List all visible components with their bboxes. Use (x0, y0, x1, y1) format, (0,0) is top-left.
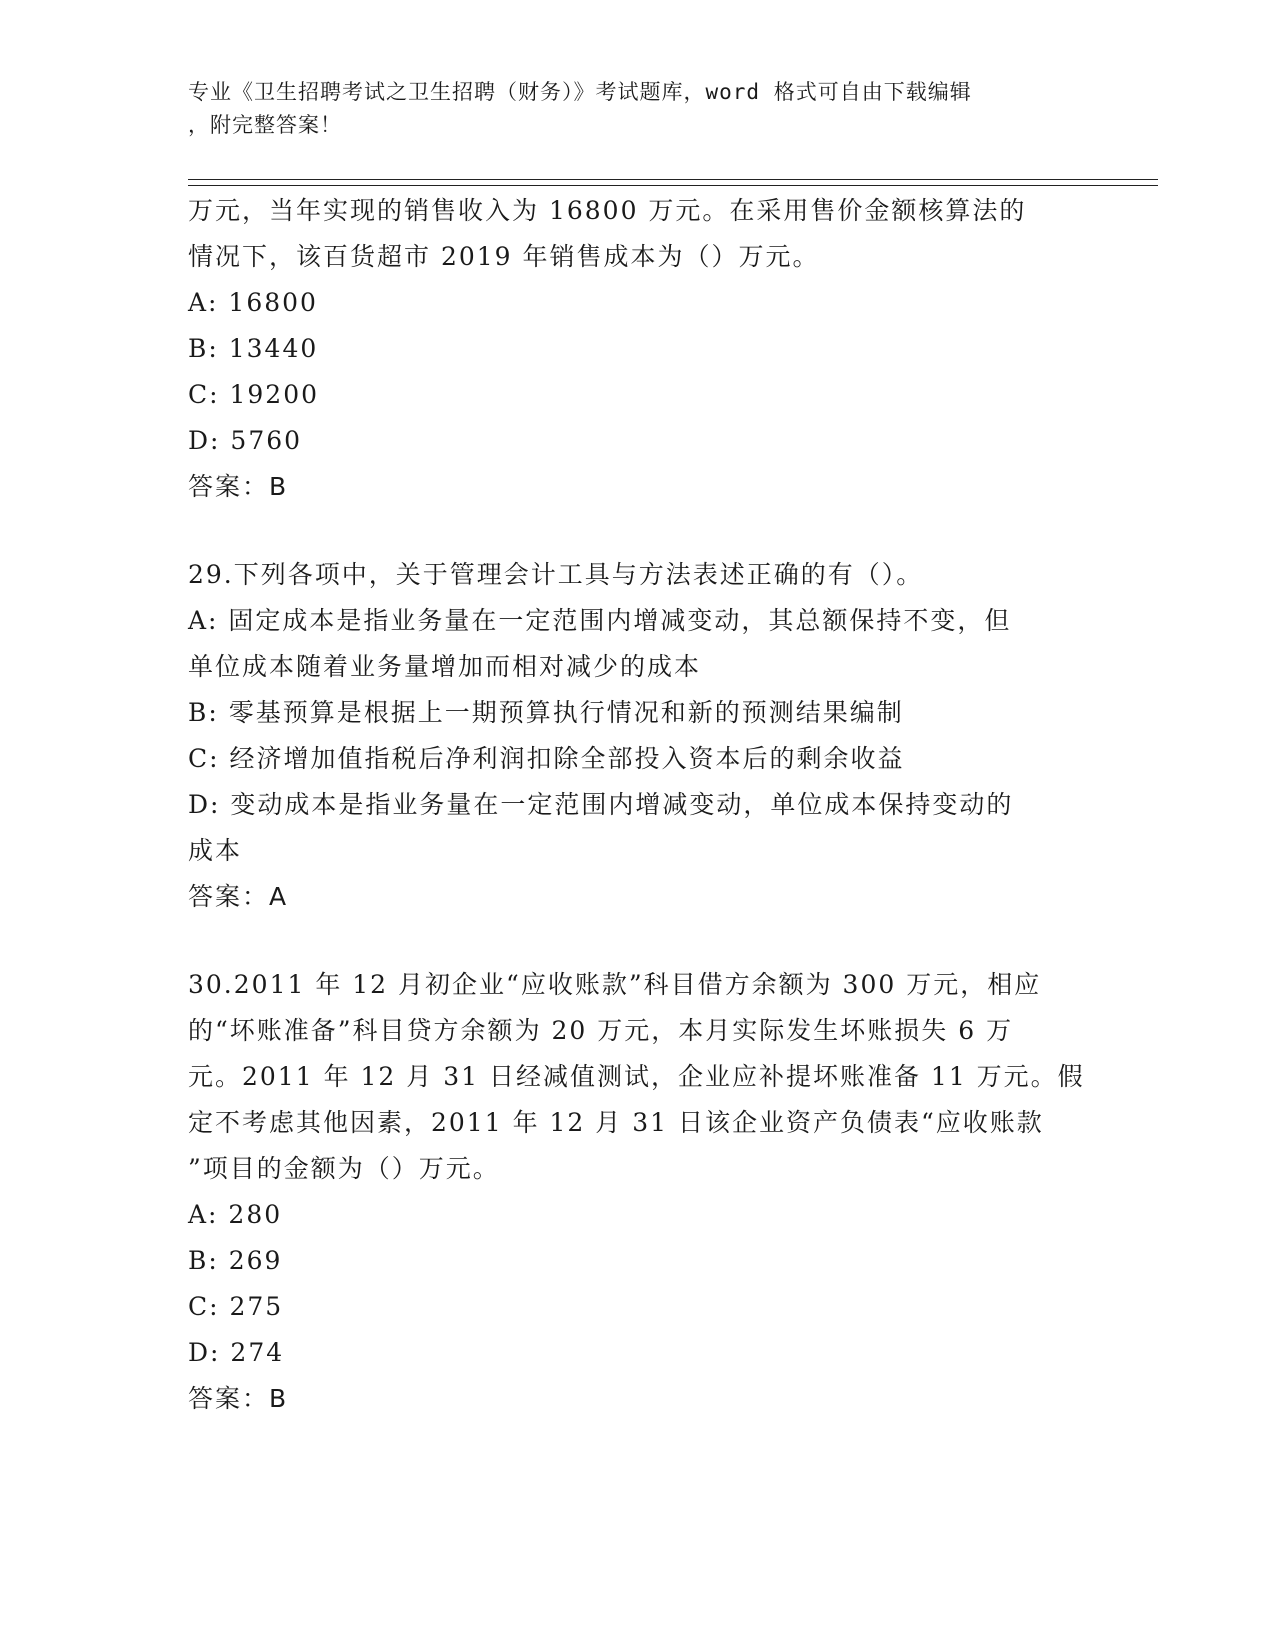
question-30-text-line-2: 的“坏账准备”科目贷方余额为 20 万元，本月实际发生坏账损失 6 万 (188, 1016, 1014, 1045)
header-line-2: ，附完整答案！ (188, 113, 342, 137)
question-29-option-d-line-1: D: 变动成本是指业务量在一定范围内增减变动，单位成本保持变动的 (188, 790, 1014, 819)
document-header (188, 76, 1068, 142)
spacer (188, 510, 1088, 552)
question-29-option-c: C: 经济增加值指税后净利润扣除全部投入资本后的剩余收益 (188, 744, 905, 773)
question-30-option-a: A: 280 (188, 1200, 283, 1229)
question-28-option-d: D: 5760 (188, 426, 303, 455)
question-29-option-a-line-1: A: 固定成本是指业务量在一定范围内增减变动，其总额保持不变，但 (188, 606, 1012, 635)
question-28-option-b: B: 13440 (188, 334, 319, 363)
question-28-option-c: C: 19200 (188, 380, 320, 409)
question-29-option-d-line-2: 成本 (188, 836, 243, 865)
question-30 (188, 962, 1088, 1422)
question-28 (188, 188, 1088, 510)
question-29-answer: 答案：A (188, 882, 289, 911)
question-30-text-line-1: 30.2011 年 12 月初企业“应收账款”科目借方余额为 300 万元，相应 (188, 970, 1042, 999)
question-30-option-d: D: 274 (188, 1338, 285, 1367)
question-30-text-line-3: 元。2011 年 12 月 31 日经减值测试，企业应补提坏账准备 11 万元。假 (188, 1062, 1085, 1091)
document-body (188, 188, 1088, 1422)
header-divider-top (188, 179, 1158, 180)
header-line-1: 专业《卫生招聘考试之卫生招聘（财务）》考试题库，word 格式可自由下载编辑 (188, 80, 972, 104)
question-28-text-line-2: 情况下，该百货超市 2019 年销售成本为（）万元。 (188, 242, 820, 271)
question-30-answer: 答案：B (188, 1384, 289, 1413)
question-30-option-b: B: 269 (188, 1246, 283, 1275)
question-29 (188, 552, 1088, 920)
spacer (188, 920, 1088, 962)
question-29-option-b: B: 零基预算是根据上一期预算执行情况和新的预测结果编制 (188, 698, 904, 727)
question-30-option-c: C: 275 (188, 1292, 284, 1321)
question-29-option-a-line-2: 单位成本随着业务量增加而相对减少的成本 (188, 652, 702, 681)
question-30-text-line-5: ”项目的金额为（）万元。 (188, 1154, 500, 1183)
question-28-option-a: A: 16800 (188, 288, 318, 317)
question-30-text-line-4: 定不考虑其他因素，2011 年 12 月 31 日该企业资产负债表“应收账款 (188, 1108, 1044, 1137)
header-divider-bottom (188, 185, 1158, 186)
question-29-text: 29.下列各项中，关于管理会计工具与方法表述正确的有（）。 (188, 560, 924, 589)
question-28-answer: 答案：B (188, 472, 289, 501)
question-28-text-line-1: 万元，当年实现的销售收入为 16800 万元。在采用售价金额核算法的 (188, 196, 1027, 225)
